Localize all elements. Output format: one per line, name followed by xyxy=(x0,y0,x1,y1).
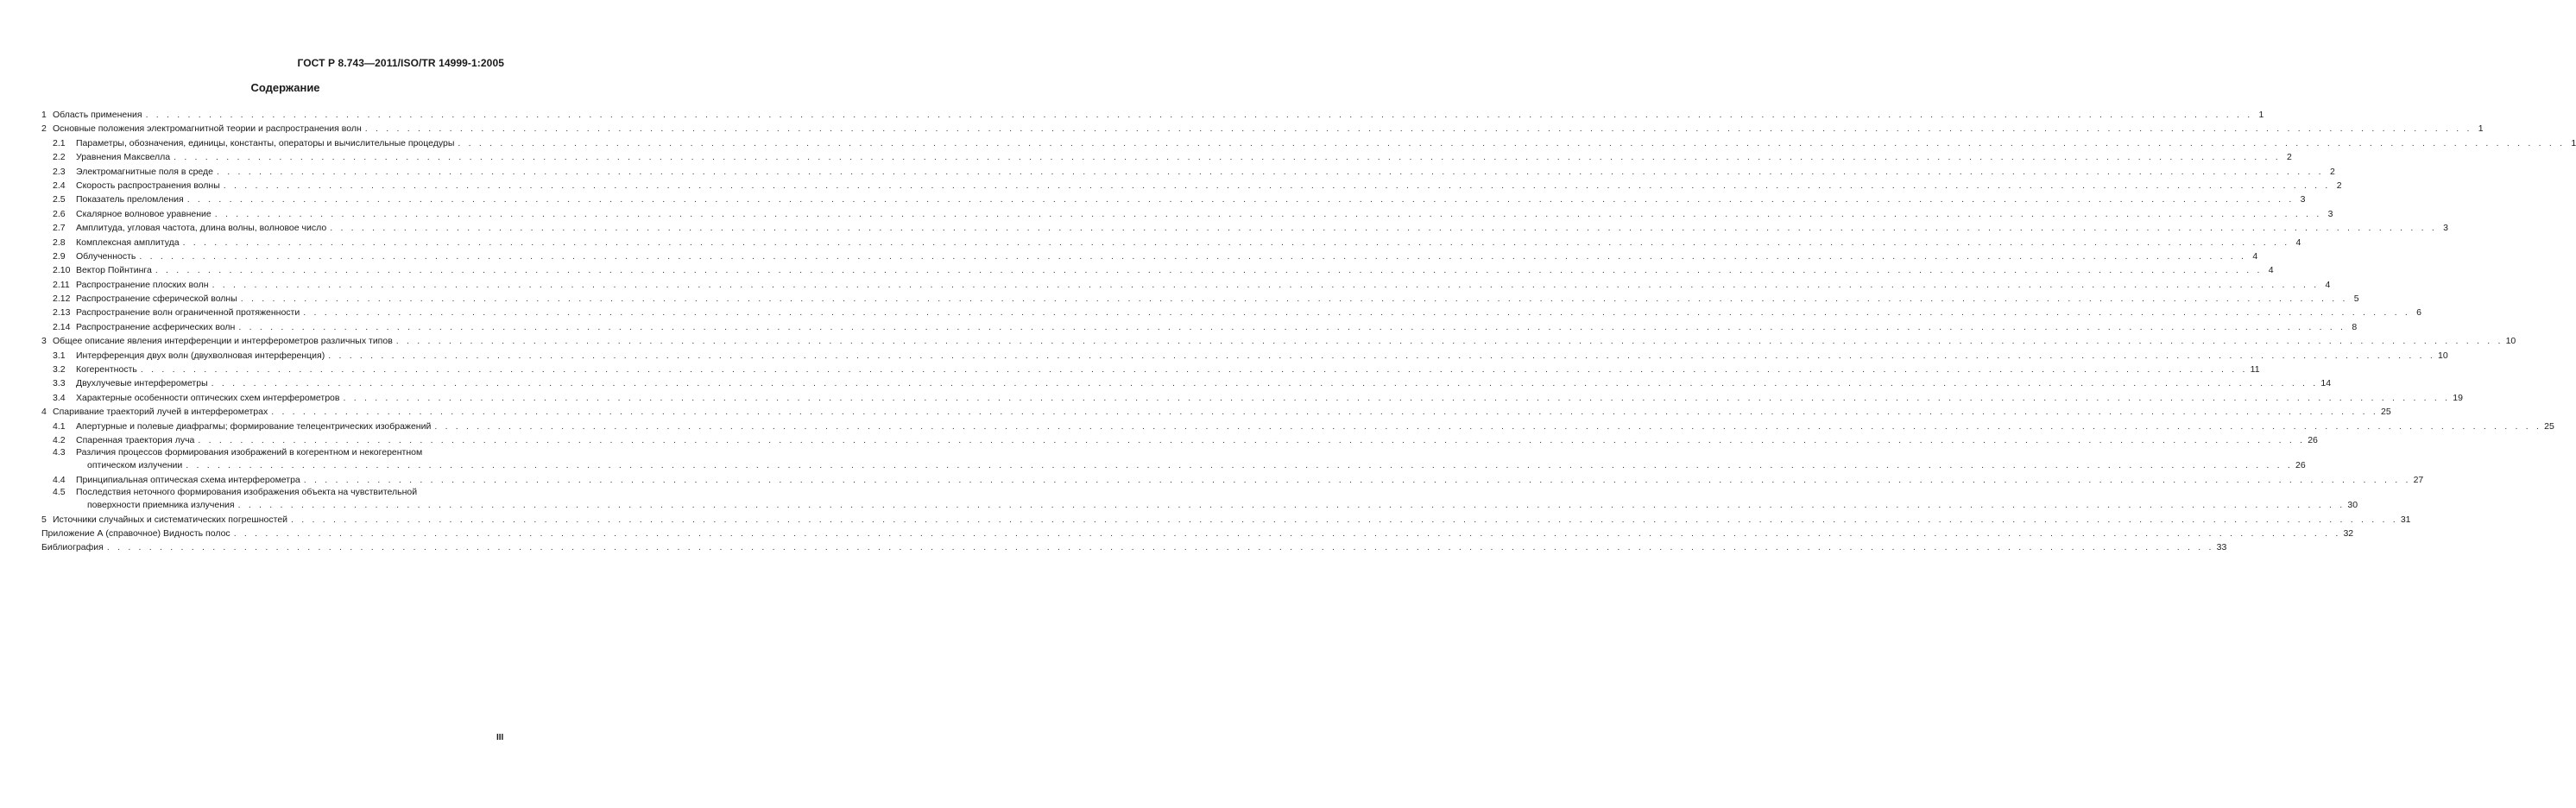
toc-dot-leader: . . . . . . . . . . . . . . . . . . . . . . . . . . . . . . . . . . . . . . . . . . . . . . . . . . . . . . . . . . . . . . . . . . . . . . . . . . . . . . . . . . . . . . . . . . . . . . . . . . . . . . . . . . . . . . . . . . . . . . . . . . . . . . . . . . . . . . . . . . . . . . . . . . . . . . . . . . . . . . . . . . . . . . . . . . . . . . . . . . . . . . . . . . . . . . . . . . . . . . . . xyxy=(364,123,2472,135)
toc-entry[interactable] xyxy=(41,150,2292,164)
toc-entry-number: 2.6 xyxy=(53,208,66,219)
toc-entry-page: 14 xyxy=(2320,378,2332,389)
toc-entry-title: Распространение сферической волны xyxy=(76,294,237,305)
toc-entry-title: Основные положения электромагнитной теории и распространения волн xyxy=(53,123,362,135)
toc-entry[interactable] xyxy=(41,473,2424,487)
toc-entry[interactable] xyxy=(41,221,2448,235)
toc-dot-leader: . . . . . . . . . . . . . . . . . . . . . . . . . . . . . . . . . . . . . . . . . . . . . . . . . . . . . . . . . . . . . . . . . . . . . . . . . . . . . . . . . . . . . . . . . . . . . . . . . . . . . . . . . . . . . . . . . . . . . . . . . . . . . . . . . . . . . . . . . . . . . . . . . . . . . . . . . . . . . . . . . . . . . . . . . . . . . . . . . . . . . . . . . . . . . . . . . . . . . . . . xyxy=(303,474,2411,485)
toc-entry[interactable] xyxy=(41,179,2342,193)
toc-entry-number: 2.13 xyxy=(53,307,71,319)
table-of-contents xyxy=(41,108,2576,555)
toc-entry[interactable] xyxy=(41,433,2318,447)
toc-entry[interactable] xyxy=(41,363,2260,376)
toc-entry-page: 1 xyxy=(2478,123,2484,135)
toc-entry-number: 4.1 xyxy=(53,420,66,432)
toc-entry[interactable] xyxy=(41,207,2333,221)
toc-entry-page: 10 xyxy=(2505,336,2516,347)
toc-entry-title: Скалярное волновое уравнение xyxy=(76,208,212,219)
toc-dot-leader: . . . . . . . . . . . . . . . . . . . . . . . . . . . . . . . . . . . . . . . . . . . . . . . . . . . . . . . . . . . . . . . . . . . . . . . . . . . . . . . . . . . . . . . . . . . . . . . . . . . . . . . . . . . . . . . . . . . . . . . . . . . . . . . . . . . . . . . . . . . . . . . . . . . . . . . . . . . . . . . . . . . . . . . . . . . . . . . . . . . . . . . . . . . . . . . . . . . . . . . . xyxy=(223,180,2331,191)
toc-entry[interactable] xyxy=(41,513,2411,527)
toc-entry-page: 2 xyxy=(2287,152,2292,163)
toc-entry[interactable] xyxy=(41,292,2359,306)
toc-dot-leader: . . . . . . . . . . . . . . . . . . . . . . . . . . . . . . . . . . . . . . . . . . . . . . . . . . . . . . . . . . . . . . . . . . . . . . . . . . . . . . . . . . . . . . . . . . . . . . . . . . . . . . . . . . . . . . . . . . . . . . . . . . . . . . . . . . . . . . . . . . . . . . . . . . . . . . . . . . . . . . . . . . . . . . . . . . . . . . . . . . . . . . . . . . . . . . . . . . . . . . . . xyxy=(238,321,2346,332)
toc-entry-title: Принципиальная оптическая схема интерферометра xyxy=(76,474,300,485)
toc-dot-leader: . . . . . . . . . . . . . . . . . . . . . . . . . . . . . . . . . . . . . . . . . . . . . . . . . . . . . . . . . . . . . . . . . . . . . . . . . . . . . . . . . . . . . . . . . . . . . . . . . . . . . . . . . . . . . . . . . . . . . . . . . . . . . . . . . . . . . . . . . . . . . . . . . . . . . . . . . . . . . . . . . . . . . . . . . . . . . . . . . . . . . . . . . . . . . . . . . . . . . . . . xyxy=(237,500,2346,511)
toc-entry-title: Интерференция двух волн (двухволновая интерференция) xyxy=(76,350,325,361)
toc-entry-number: 2.3 xyxy=(53,166,66,177)
toc-entry-page: 5 xyxy=(2353,294,2359,305)
toc-entry[interactable] xyxy=(41,108,2264,122)
toc-entry-number: 4.4 xyxy=(53,474,66,485)
toc-entry-number: 5 xyxy=(41,514,47,525)
toc-entry-number: 2.1 xyxy=(53,137,66,148)
toc-entry-page: 3 xyxy=(2327,208,2333,219)
toc-entry-title: Библиография xyxy=(41,542,104,553)
toc-entry-number: 4 xyxy=(41,407,47,418)
toc-dot-leader: . . . . . . . . . . . . . . . . . . . . . . . . . . . . . . . . . . . . . . . . . . . . . . . . . . . . . . . . . . . . . . . . . . . . . . . . . . . . . . . . . . . . . . . . . . . . . . . . . . . . . . . . . . . . . . . . . . . . . . . . . . . . . . . . . . . . . . . . . . . . . . . . . . . . . . . . . . . . . . . . . . . . . . . . . . . . . . . . . . . . . . . . . . . . . . . . . . . . . . . . xyxy=(458,137,2566,148)
toc-entry-number: 2 xyxy=(41,123,47,135)
toc-entry[interactable] xyxy=(41,263,2274,277)
toc-entry-number: 3 xyxy=(41,336,47,347)
toc-entry-number: 2.10 xyxy=(53,265,71,276)
toc-entry-page: 30 xyxy=(2347,500,2358,511)
document-code-header: ГОСТ Р 8.743—2011/ISO/TR 14999-1:2005 xyxy=(297,57,504,69)
toc-entry[interactable] xyxy=(41,405,2391,419)
toc-entry-title: Приложение А (справочное) Видность полос xyxy=(41,527,230,539)
toc-entry-title: Параметры, обозначения, единицы, константы, операторы и вычислительные процедуры xyxy=(76,137,455,148)
toc-entry-number: 2.2 xyxy=(53,152,66,163)
toc-entry-title: Последствия неточного формирования изображения объекта на чувствительной xyxy=(76,487,418,498)
toc-entry-number: 4.3 xyxy=(53,447,66,458)
toc-entry-number: 3.2 xyxy=(53,364,66,376)
toc-entry-number: 2.11 xyxy=(53,279,70,290)
toc-entry[interactable] xyxy=(41,334,2516,348)
toc-dot-leader: . . . . . . . . . . . . . . . . . . . . . . . . . . . . . . . . . . . . . . . . . . . . . . . . . . . . . . . . . . . . . . . . . . . . . . . . . . . . . . . . . . . . . . . . . . . . . . . . . . . . . . . . . . . . . . . . . . . . . . . . . . . . . . . . . . . . . . . . . . . . . . . . . . . . . . . . . . . . . . . . . . . . . . . . . . . . . . . . . . . . . . . . . . . . . . . . . . . . . . . . xyxy=(211,378,2319,389)
toc-entry[interactable] xyxy=(41,487,2358,512)
page-number: III xyxy=(496,733,504,742)
toc-entry-title: Облученность xyxy=(76,250,136,262)
toc-entry-page: 32 xyxy=(2343,527,2354,539)
toc-entry-page: 11 xyxy=(2250,364,2260,376)
toc-entry[interactable] xyxy=(41,306,2421,319)
toc-entry[interactable] xyxy=(41,376,2332,390)
toc-entry-page: 3 xyxy=(2443,223,2448,234)
toc-dot-leader: . . . . . . . . . . . . . . . . . . . . . . . . . . . . . . . . . . . . . . . . . . . . . . . . . . . . . . . . . . . . . . . . . . . . . . . . . . . . . . . . . . . . . . . . . . . . . . . . . . . . . . . . . . . . . . . . . . . . . . . . . . . . . . . . . . . . . . . . . . . . . . . . . . . . . . . . . . . . . . . . . . . . . . . . . . . . . . . . . . . . . . . . . . . . . . . . . . . . . . . . xyxy=(217,166,2324,177)
toc-dot-leader: . . . . . . . . . . . . . . . . . . . . . . . . . . . . . . . . . . . . . . . . . . . . . . . . . . . . . . . . . . . . . . . . . . . . . . . . . . . . . . . . . . . . . . . . . . . . . . . . . . . . . . . . . . . . . . . . . . . . . . . . . . . . . . . . . . . . . . . . . . . . . . . . . . . . . . . . . . . . . . . . . . . . . . . . . . . . . . . . . . . . . . . . . . . . . . . . . . . . . . . . xyxy=(271,407,2378,418)
toc-entry-title: Общее описание явления интерференции и интерферометров различных типов xyxy=(53,336,393,347)
toc-entry-number: 2.12 xyxy=(53,294,71,305)
toc-entry-title: Двухлучевые интерферометры xyxy=(76,378,208,389)
page-title: Содержание xyxy=(250,81,320,94)
toc-entry-page: 8 xyxy=(2352,321,2358,332)
toc-entry-number: 1 xyxy=(41,109,47,120)
toc-entry-page: 26 xyxy=(2308,434,2318,445)
toc-entry-page: 10 xyxy=(2438,350,2448,361)
toc-dot-leader: . . . . . . . . . . . . . . . . . . . . . . . . . . . . . . . . . . . . . . . . . . . . . . . . . . . . . . . . . . . . . . . . . . . . . . . . . . . . . . . . . . . . . . . . . . . . . . . . . . . . . . . . . . . . . . . . . . . . . . . . . . . . . . . . . . . . . . . . . . . . . . . . . . . . . . . . . . . . . . . . . . . . . . . . . . . . . . . . . . . . . . . . . . . . . . . . . . . . . . . . xyxy=(198,434,2306,445)
toc-entry-page: 4 xyxy=(2325,279,2331,290)
toc-entry-title: Распространение волн ограниченной протяженности xyxy=(76,307,300,319)
toc-entry-page: 26 xyxy=(2295,460,2306,471)
toc-dot-leader: . . . . . . . . . . . . . . . . . . . . . . . . . . . . . . . . . . . . . . . . . . . . . . . . . . . . . . . . . . . . . . . . . . . . . . . . . . . . . . . . . . . . . . . . . . . . . . . . . . . . . . . . . . . . . . . . . . . . . . . . . . . . . . . . . . . . . . . . . . . . . . . . . . . . . . . . . . . . . . . . . . . . . . . . . . . . . . . . . . . . . . . . . . . . . . . . . . . . . . . . xyxy=(303,307,2410,319)
toc-entry-title: Апертурные и полевые диафрагмы; формирование телецентрических изображений xyxy=(76,420,432,432)
toc-entry-page: 27 xyxy=(2413,474,2424,485)
toc-dot-leader: . . . . . . . . . . . . . . . . . . . . . . . . . . . . . . . . . . . . . . . . . . . . . . . . . . . . . . . . . . . . . . . . . . . . . . . . . . . . . . . . . . . . . . . . . . . . . . . . . . . . . . . . . . . . . . . . . . . . . . . . . . . . . . . . . . . . . . . . . . . . . . . . . . . . . . . . . . . . . . . . . . . . . . . . . . . . . . . . . . . . . . . . . . . . . . . . . . . . . . . . xyxy=(291,514,2398,525)
toc-entry-title: Электромагнитные поля в среде xyxy=(76,166,214,177)
toc-entry[interactable] xyxy=(41,236,2301,249)
toc-entry-page: 33 xyxy=(2216,542,2227,553)
toc-dot-leader: . . . . . . . . . . . . . . . . . . . . . . . . . . . . . . . . . . . . . . . . . . . . . . . . . . . . . . . . . . . . . . . . . . . . . . . . . . . . . . . . . . . . . . . . . . . . . . . . . . . . . . . . . . . . . . . . . . . . . . . . . . . . . . . . . . . . . . . . . . . . . . . . . . . . . . . . . . . . . . . . . . . . . . . . . . . . . . . . . . . . . . . . . . . . . . . . . . . . . . . . xyxy=(214,208,2322,219)
toc-entry-page: 25 xyxy=(2544,420,2554,432)
toc-dot-leader: . . . . . . . . . . . . . . . . . . . . . . . . . . . . . . . . . . . . . . . . . . . . . . . . . . . . . . . . . . . . . . . . . . . . . . . . . . . . . . . . . . . . . . . . . . . . . . . . . . . . . . . . . . . . . . . . . . . . . . . . . . . . . . . . . . . . . . . . . . . . . . . . . . . . . . . . . . . . . . . . . . . . . . . . . . . . . . . . . . . . . . . . . . . . . . . . . . . . . . . . xyxy=(212,279,2320,290)
toc-dot-leader: . . . . . . . . . . . . . . . . . . . . . . . . . . . . . . . . . . . . . . . . . . . . . . . . . . . . . . . . . . . . . . . . . . . . . . . . . . . . . . . . . . . . . . . . . . . . . . . . . . . . . . . . . . . . . . . . . . . . . . . . . . . . . . . . . . . . . . . . . . . . . . . . . . . . . . . . . . . . . . . . . . . . . . . . . . . . . . . . . . . . . . . . . . . . . . . . . . . . . . . . xyxy=(140,364,2248,376)
toc-entry-title: Распространение плоских волн xyxy=(76,279,209,290)
toc-dot-leader: . . . . . . . . . . . . . . . . . . . . . . . . . . . . . . . . . . . . . . . . . . . . . . . . . . . . . . . . . . . . . . . . . . . . . . . . . . . . . . . . . . . . . . . . . . . . . . . . . . . . . . . . . . . . . . . . . . . . . . . . . . . . . . . . . . . . . . . . . . . . . . . . . . . . . . . . . . . . . . . . . . . . . . . . . . . . . . . . . . . . . . . . . . . . . . . . . . . . . . . . xyxy=(343,392,2451,403)
toc-dot-leader: . . . . . . . . . . . . . . . . . . . . . . . . . . . . . . . . . . . . . . . . . . . . . . . . . . . . . . . . . . . . . . . . . . . . . . . . . . . . . . . . . . . . . . . . . . . . . . . . . . . . . . . . . . . . . . . . . . . . . . . . . . . . . . . . . . . . . . . . . . . . . . . . . . . . . . . . . . . . . . . . . . . . . . . . . . . . . . . . . . . . . . . . . . . . . . . . . . . . . . . . xyxy=(240,294,2348,305)
toc-entry-page: 1 xyxy=(2571,137,2576,148)
toc-entry[interactable] xyxy=(41,540,2227,554)
toc-entry-page: 4 xyxy=(2252,250,2258,262)
toc-dot-leader: . . . . . . . . . . . . . . . . . . . . . . . . . . . . . . . . . . . . . . . . . . . . . . . . . . . . . . . . . . . . . . . . . . . . . . . . . . . . . . . . . . . . . . . . . . . . . . . . . . . . . . . . . . . . . . . . . . . . . . . . . . . . . . . . . . . . . . . . . . . . . . . . . . . . . . . . . . . . . . . . . . . . . . . . . . . . . . . . . . . . . . . . . . . . . . . . . . . . . . . . xyxy=(106,542,2214,553)
toc-entry-number: 4.5 xyxy=(53,487,66,498)
toc-entry-title: Показатель преломления xyxy=(76,194,184,205)
toc-dot-leader: . . . . . . . . . . . . . . . . . . . . . . . . . . . . . . . . . . . . . . . . . . . . . . . . . . . . . . . . . . . . . . . . . . . . . . . . . . . . . . . . . . . . . . . . . . . . . . . . . . . . . . . . . . . . . . . . . . . . . . . . . . . . . . . . . . . . . . . . . . . . . . . . . . . . . . . . . . . . . . . . . . . . . . . . . . . . . . . . . . . . . . . . . . . . . . . . . . . . . . . . xyxy=(233,527,2341,539)
toc-entry[interactable] xyxy=(41,249,2258,263)
toc-entry[interactable] xyxy=(41,349,2448,363)
toc-entry-page: 3 xyxy=(2300,194,2306,205)
toc-dot-leader: . . . . . . . . . . . . . . . . . . . . . . . . . . . . . . . . . . . . . . . . . . . . . . . . . . . . . . . . . . . . . . . . . . . . . . . . . . . . . . . . . . . . . . . . . . . . . . . . . . . . . . . . . . . . . . . . . . . . . . . . . . . . . . . . . . . . . . . . . . . . . . . . . . . . . . . . . . . . . . . . . . . . . . . . . . . . . . . . . . . . . . . . . . . . . . . . . . . . . . . . xyxy=(174,152,2281,163)
toc-entry[interactable] xyxy=(41,165,2335,179)
toc-entry-title: Когерентность xyxy=(76,364,137,376)
toc-entry[interactable] xyxy=(41,320,2358,334)
toc-dot-leader: . . . . . . . . . . . . . . . . . . . . . . . . . . . . . . . . . . . . . . . . . . . . . . . . . . . . . . . . . . . . . . . . . . . . . . . . . . . . . . . . . . . . . . . . . . . . . . . . . . . . . . . . . . . . . . . . . . . . . . . . . . . . . . . . . . . . . . . . . . . . . . . . . . . . . . . . . . . . . . . . . . . . . . . . . . . . . . . . . . . . . . . . . . . . . . . . . . . . . . . . xyxy=(186,460,2294,471)
toc-entry[interactable] xyxy=(41,447,2306,472)
toc-entry-page: 19 xyxy=(2453,392,2463,403)
toc-entry-title: Комплексная амплитуда xyxy=(76,237,180,248)
toc-entry[interactable] xyxy=(41,122,2484,136)
toc-entry-title-continued: оптическом излучении xyxy=(87,460,183,471)
toc-entry-page: 31 xyxy=(2400,514,2411,525)
toc-dot-leader: . . . . . . . . . . . . . . . . . . . . . . . . . . . . . . . . . . . . . . . . . . . . . . . . . . . . . . . . . . . . . . . . . . . . . . . . . . . . . . . . . . . . . . . . . . . . . . . . . . . . . . . . . . . . . . . . . . . . . . . . . . . . . . . . . . . . . . . . . . . . . . . . . . . . . . . . . . . . . . . . . . . . . . . . . . . . . . . . . . . . . . . . . . . . . . . . . . . . . . . . xyxy=(155,265,2263,276)
toc-dot-leader: . . . . . . . . . . . . . . . . . . . . . . . . . . . . . . . . . . . . . . . . . . . . . . . . . . . . . . . . . . . . . . . . . . . . . . . . . . . . . . . . . . . . . . . . . . . . . . . . . . . . . . . . . . . . . . . . . . . . . . . . . . . . . . . . . . . . . . . . . . . . . . . . . . . . . . . . . . . . . . . . . . . . . . . . . . . . . . . . . . . . . . . . . . . . . . . . . . . . . . . . xyxy=(330,223,2437,234)
toc-entry-page: 6 xyxy=(2416,307,2421,319)
toc-entry-title-continued: поверхности приемника излучения xyxy=(87,500,235,511)
toc-entry-number: 2.8 xyxy=(53,237,66,248)
toc-entry-title: Спаренная траектория луча xyxy=(76,434,195,445)
toc-entry[interactable] xyxy=(41,136,2576,150)
toc-entry[interactable] xyxy=(41,278,2331,292)
toc-dot-leader: . . . . . . . . . . . . . . . . . . . . . . . . . . . . . . . . . . . . . . . . . . . . . . . . . . . . . . . . . . . . . . . . . . . . . . . . . . . . . . . . . . . . . . . . . . . . . . . . . . . . . . . . . . . . . . . . . . . . . . . . . . . . . . . . . . . . . . . . . . . . . . . . . . . . . . . . . . . . . . . . . . . . . . . . . . . . . . . . . . . . . . . . . . . . . . . . . . . . . . . . xyxy=(434,420,2542,432)
toc-entry[interactable] xyxy=(41,193,2306,206)
toc-dot-leader: . . . . . . . . . . . . . . . . . . . . . . . . . . . . . . . . . . . . . . . . . . . . . . . . . . . . . . . . . . . . . . . . . . . . . . . . . . . . . . . . . . . . . . . . . . . . . . . . . . . . . . . . . . . . . . . . . . . . . . . . . . . . . . . . . . . . . . . . . . . . . . . . . . . . . . . . . . . . . . . . . . . . . . . . . . . . . . . . . . . . . . . . . . . . . . . . . . . . . . . . xyxy=(328,350,2435,361)
toc-dot-leader: . . . . . . . . . . . . . . . . . . . . . . . . . . . . . . . . . . . . . . . . . . . . . . . . . . . . . . . . . . . . . . . . . . . . . . . . . . . . . . . . . . . . . . . . . . . . . . . . . . . . . . . . . . . . . . . . . . . . . . . . . . . . . . . . . . . . . . . . . . . . . . . . . . . . . . . . . . . . . . . . . . . . . . . . . . . . . . . . . . . . . . . . . . . . . . . . . . . . . . . . xyxy=(186,194,2295,205)
toc-entry-title: Распространение асферических волн xyxy=(76,321,236,332)
toc-dot-leader: . . . . . . . . . . . . . . . . . . . . . . . . . . . . . . . . . . . . . . . . . . . . . . . . . . . . . . . . . . . . . . . . . . . . . . . . . . . . . . . . . . . . . . . . . . . . . . . . . . . . . . . . . . . . . . . . . . . . . . . . . . . . . . . . . . . . . . . . . . . . . . . . . . . . . . . . . . . . . . . . . . . . . . . . . . . . . . . . . . . . . . . . . . . . . . . . . . . . . . . . xyxy=(139,250,2247,262)
toc-entry-title: Область применения xyxy=(53,109,142,120)
toc-entry-number: 2.14 xyxy=(53,321,71,332)
toc-entry-number: 3.4 xyxy=(53,392,66,403)
toc-entry[interactable] xyxy=(41,391,2463,405)
toc-entry-number: 2.7 xyxy=(53,223,66,234)
toc-entry-number: 3.1 xyxy=(53,350,66,361)
toc-entry[interactable] xyxy=(41,420,2554,433)
toc-entry-title: Вектор Пойнтинга xyxy=(76,265,152,276)
toc-entry-title: Скорость распространения волны xyxy=(76,180,220,191)
toc-entry-page: 2 xyxy=(2336,180,2342,191)
toc-entry[interactable] xyxy=(41,527,2354,540)
toc-entry-page: 25 xyxy=(2380,407,2391,418)
toc-entry-title: Источники случайных и систематических погрешностей xyxy=(53,514,288,525)
toc-entry-title: Характерные особенности оптических схем интерферометров xyxy=(76,392,340,403)
toc-entry-page: 4 xyxy=(2268,265,2274,276)
toc-dot-leader: . . . . . . . . . . . . . . . . . . . . . . . . . . . . . . . . . . . . . . . . . . . . . . . . . . . . . . . . . . . . . . . . . . . . . . . . . . . . . . . . . . . . . . . . . . . . . . . . . . . . . . . . . . . . . . . . . . . . . . . . . . . . . . . . . . . . . . . . . . . . . . . . . . . . . . . . . . . . . . . . . . . . . . . . . . . . . . . . . . . . . . . . . . . . . . . . . . . . . . . . xyxy=(145,109,2253,120)
toc-entry-page: 2 xyxy=(2329,166,2335,177)
toc-entry-page: 1 xyxy=(2258,109,2264,120)
toc-entry-page: 4 xyxy=(2295,237,2301,248)
toc-dot-leader: . . . . . . . . . . . . . . . . . . . . . . . . . . . . . . . . . . . . . . . . . . . . . . . . . . . . . . . . . . . . . . . . . . . . . . . . . . . . . . . . . . . . . . . . . . . . . . . . . . . . . . . . . . . . . . . . . . . . . . . . . . . . . . . . . . . . . . . . . . . . . . . . . . . . . . . . . . . . . . . . . . . . . . . . . . . . . . . . . . . . . . . . . . . . . . . . . . . . . . . . xyxy=(182,237,2290,248)
toc-entry-number: 4.2 xyxy=(53,434,66,445)
toc-entry-title: Амплитуда, угловая частота, длина волны, волновое число xyxy=(76,223,327,234)
toc-entry-number: 2.4 xyxy=(53,180,66,191)
toc-entry-number: 2.9 xyxy=(53,250,66,262)
toc-dot-leader: . . . . . . . . . . . . . . . . . . . . . . . . . . . . . . . . . . . . . . . . . . . . . . . . . . . . . . . . . . . . . . . . . . . . . . . . . . . . . . . . . . . . . . . . . . . . . . . . . . . . . . . . . . . . . . . . . . . . . . . . . . . . . . . . . . . . . . . . . . . . . . . . . . . . . . . . . . . . . . . . . . . . . . . . . . . . . . . . . . . . . . . . . . . . . . . . . . . . . . . . xyxy=(395,336,2503,347)
toc-entry-title: Уравнения Максвелла xyxy=(76,152,171,163)
toc-entry-number: 2.5 xyxy=(53,194,66,205)
toc-entry-title: Различия процессов формирования изображений в когерентном и некогерентном xyxy=(76,447,423,458)
toc-entry-number: 3.3 xyxy=(53,378,66,389)
toc-entry-title: Спаривание траекторий лучей в интерферометрах xyxy=(53,407,268,418)
